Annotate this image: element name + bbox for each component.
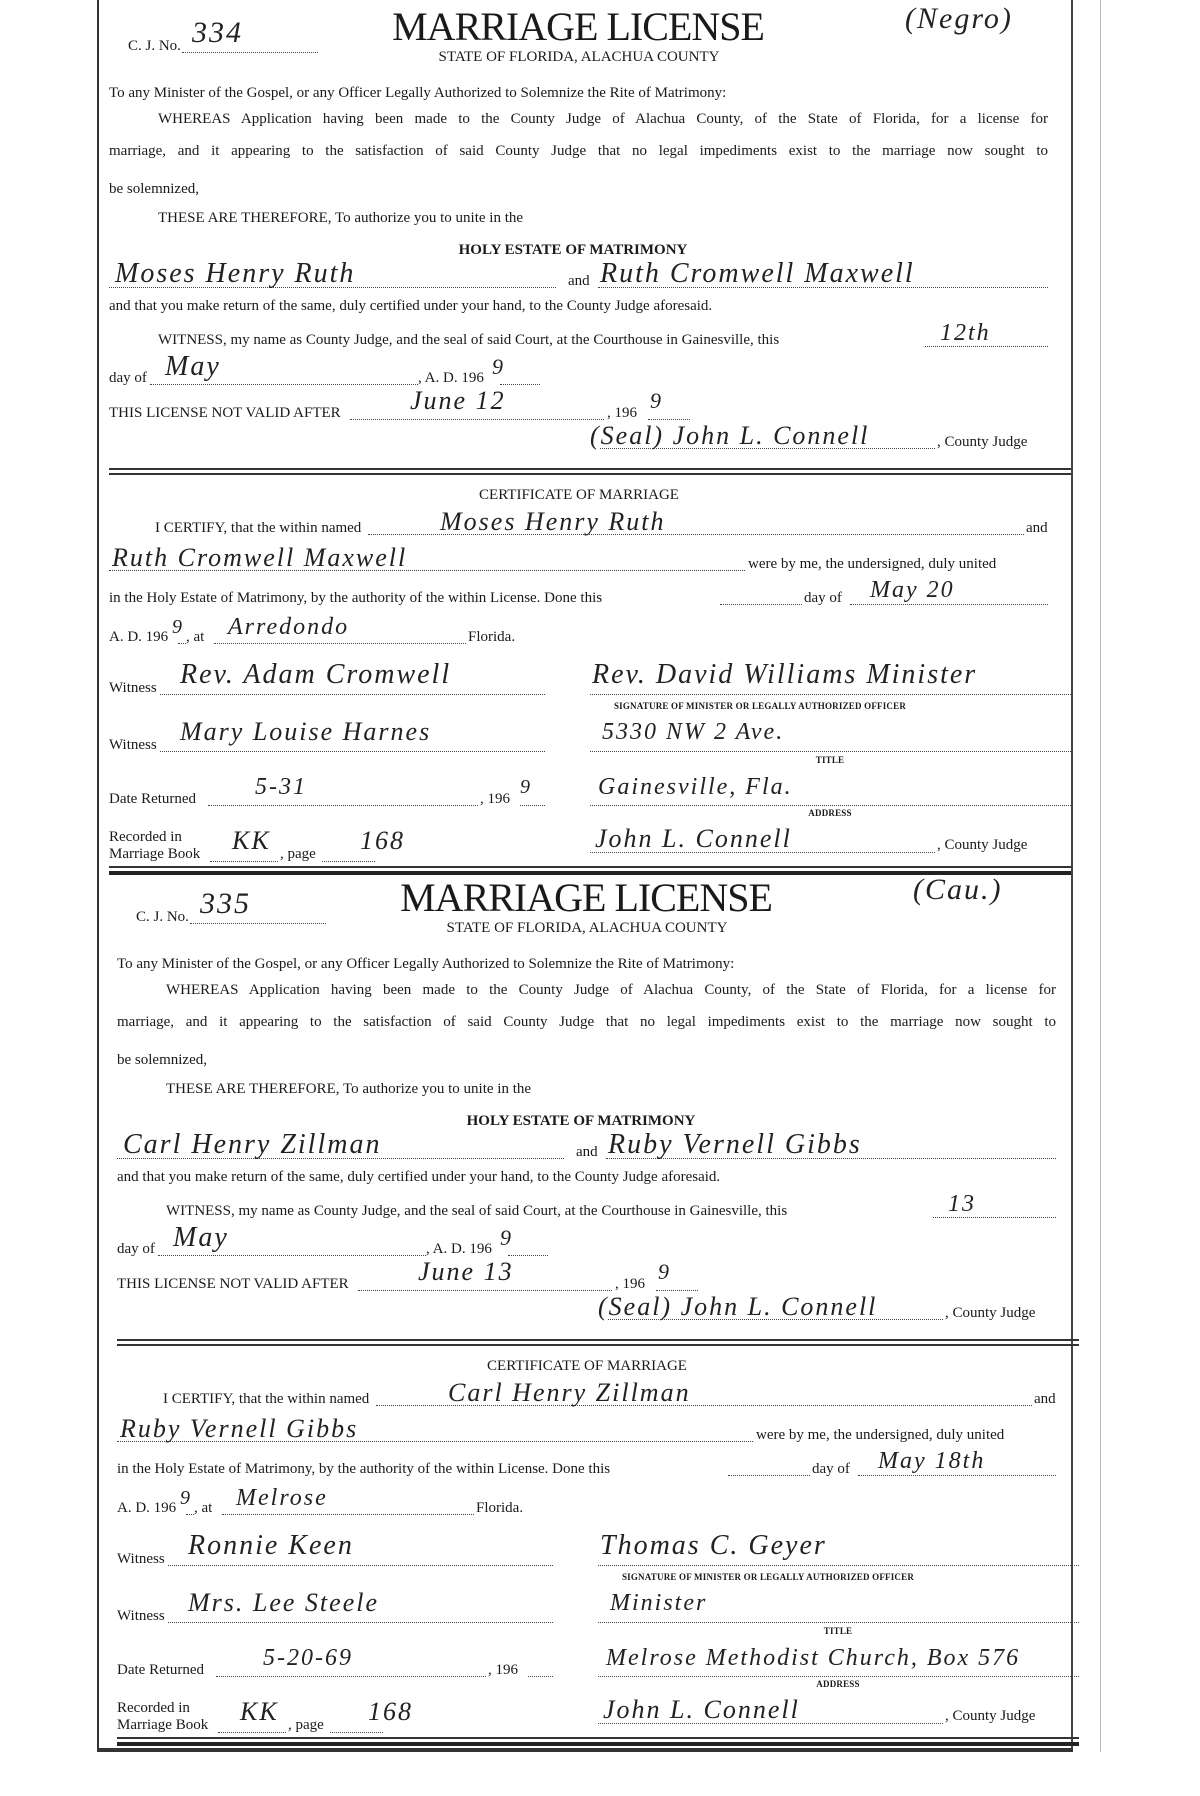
witness-label-2: Witness <box>109 737 157 753</box>
fill-in-line <box>330 1732 383 1733</box>
signature-label: SIGNATURE OF MINISTER OR LEGALLY AUTHORIZED OFFICER <box>613 701 907 711</box>
county-judge-label-cert: , County Judge <box>945 1708 1036 1724</box>
certify-text: I CERTIFY, that the within named <box>163 1391 370 1407</box>
certificate-heading: CERTIFICATE OF MARRIAGE <box>487 1358 687 1374</box>
page-label: , page <box>280 846 316 862</box>
witness-1-name: Rev. Adam Cromwell <box>180 659 452 690</box>
fill-in-line <box>160 751 545 752</box>
bride-name: Ruby Vernell Gibbs <box>608 1129 862 1160</box>
fill-in-line <box>728 1475 810 1476</box>
section-divider <box>117 1339 1079 1341</box>
cert-bride-name: Ruby Vernell Gibbs <box>120 1414 359 1443</box>
section-divider <box>117 1344 1079 1346</box>
issue-day: 12th <box>940 320 991 346</box>
marriage-book-label: Marriage Book <box>109 846 201 862</box>
cj-number: 334 <box>192 16 243 49</box>
recorded-in-label: Recorded in <box>109 829 182 845</box>
and-label: and <box>576 1144 598 1160</box>
therefore-text: THESE ARE THEREFORE, To authorize you to unite in the <box>158 210 524 226</box>
year-label: , 196 <box>607 405 637 421</box>
county-judge-label: , County Judge <box>945 1305 1036 1321</box>
fill-in-line <box>210 861 278 862</box>
fill-in-line <box>590 694 1071 695</box>
minister-title: Minister <box>610 1590 708 1616</box>
issue-month: May <box>165 351 221 382</box>
issue-day: 13 <box>948 1191 976 1217</box>
fill-in-line <box>322 861 375 862</box>
address-label: ADDRESS <box>808 808 852 818</box>
marriage-license-335 <box>8 871 1200 1751</box>
fill-in-line <box>598 1622 1079 1623</box>
fill-in-line <box>182 52 318 53</box>
therefore-text: THESE ARE THEREFORE, To authorize you to unite in the <box>166 1081 532 1097</box>
fill-in-line <box>218 1732 286 1733</box>
fill-in-line <box>500 384 540 385</box>
and-label-cert: and <box>1026 520 1048 536</box>
race-note: (Cau.) <box>913 873 1003 906</box>
judge-signature: (Seal) John L. Connell <box>590 421 870 450</box>
groom-name: Moses Henry Ruth <box>115 258 356 289</box>
at-label: , at <box>194 1500 213 1516</box>
fill-in-line <box>720 604 802 605</box>
section-divider <box>109 473 1071 475</box>
fill-in-line <box>520 805 545 806</box>
fill-in-line <box>590 751 1071 752</box>
florida-label: Florida. <box>476 1500 524 1516</box>
address-line: To any Minister of the Gospel, or any Officer Legally Authorized to Solemnize the Rite of Matrimony: <box>117 956 735 972</box>
whereas-text: WHEREAS Application having been made to the County Judge of Alachua County, of the State of Florida, for a license for <box>166 982 1056 998</box>
witness-label-1: Witness <box>109 680 157 696</box>
year-label-returned: , 196 <box>488 1662 518 1678</box>
judge-signature: (Seal) John L. Connell <box>598 1292 878 1321</box>
year-label-returned: , 196 <box>480 791 510 807</box>
license-title: MARRIAGE LICENSE <box>392 4 764 49</box>
certify-text: I CERTIFY, that the within named <box>155 520 362 536</box>
license-title: MARRIAGE LICENSE <box>400 875 772 920</box>
section-divider <box>109 468 1071 470</box>
ad-label-cert: A. D. 196 <box>117 1500 177 1516</box>
done-year-digit: 9 <box>180 1487 192 1509</box>
marriage-text: marriage, and it appearing to the satisfaction of said County Judge that no legal impediments exist to the marriage now sought to <box>117 1014 1056 1030</box>
marriage-book-label: Marriage Book <box>117 1717 209 1733</box>
cj-label: C. J. No. <box>128 38 181 54</box>
fill-in-line <box>150 384 418 385</box>
state-subtitle: STATE OF FLORIDA, ALACHUA COUNTY <box>438 49 720 65</box>
certificate-heading: CERTIFICATE OF MARRIAGE <box>479 487 679 503</box>
fill-in-line <box>178 643 186 644</box>
day-of-label: day of <box>109 370 147 386</box>
cert-bride-name: Ruth Cromwell Maxwell <box>112 543 408 572</box>
holy-estate-heading: HOLY ESTATE OF MATRIMONY <box>466 1113 696 1129</box>
recording-judge-signature: John L. Connell <box>603 1695 800 1724</box>
signature-label: SIGNATURE OF MINISTER OR LEGALLY AUTHORIZED OFFICER <box>621 1572 915 1582</box>
witness-label-1: Witness <box>117 1551 165 1567</box>
section-end-divider <box>117 1742 1079 1746</box>
done-date: May 18th <box>878 1448 986 1474</box>
return-text: and that you make return of the same, duly certified under your hand, to the County Judge aforesaid. <box>117 1169 721 1185</box>
marriage-place: Arredondo <box>228 614 350 640</box>
marriage-license-334 <box>0 0 1200 880</box>
ad-label: , A. D. 196 <box>426 1241 492 1257</box>
holy-estate-text: in the Holy Estate of Matrimony, by the authority of the within License. Done this <box>117 1461 611 1477</box>
county-judge-label-cert: , County Judge <box>937 837 1028 853</box>
witness-2-name: Mary Louise Harnes <box>180 717 432 746</box>
valid-year-digit: 9 <box>658 1259 671 1284</box>
whereas-text: WHEREAS Application having been made to the County Judge of Alachua County, of the State of Florida, for a license for <box>158 111 1048 127</box>
address-line: To any Minister of the Gospel, or any Officer Legally Authorized to Solemnize the Rite of Matrimony: <box>109 85 727 101</box>
not-valid-label: THIS LICENSE NOT VALID AFTER <box>117 1276 349 1292</box>
fill-in-line <box>598 1565 1079 1566</box>
valid-until-date: June 12 <box>410 386 506 415</box>
officiant-address: Gainesville, Fla. <box>598 774 793 800</box>
and-label: and <box>568 273 590 289</box>
witness-judge-text: WITNESS, my name as County Judge, and the seal of said Court, at the Courthouse in Gainesville, this <box>158 332 780 348</box>
and-label-cert: and <box>1034 1391 1056 1407</box>
fill-in-line <box>208 805 478 806</box>
witness-label-2: Witness <box>117 1608 165 1624</box>
minister-title: 5330 NW 2 Ave. <box>602 719 785 745</box>
minister-signature: Rev. David Williams Minister <box>592 659 978 690</box>
section-end-divider <box>117 1737 1079 1739</box>
valid-until-date: June 13 <box>418 1257 514 1286</box>
solemnized-text: be solemnized, <box>117 1052 207 1068</box>
holy-estate-text: in the Holy Estate of Matrimony, by the authority of the within License. Done this <box>109 590 603 606</box>
minister-signature: Thomas C. Geyer <box>600 1530 827 1561</box>
fill-in-line <box>648 419 690 420</box>
done-date: May 20 <box>870 577 955 603</box>
section-end-divider <box>109 866 1071 868</box>
county-judge-label: , County Judge <box>937 434 1028 450</box>
date-returned-label: Date Returned <box>117 1662 205 1678</box>
solemnized-text: be solemnized, <box>109 181 199 197</box>
valid-year-digit: 9 <box>650 388 663 413</box>
united-text: were by me, the undersigned, duly united <box>756 1427 1005 1443</box>
fill-in-line <box>186 1514 194 1515</box>
day-of-label-cert: day of <box>812 1461 850 1477</box>
fill-in-line <box>190 923 326 924</box>
issue-month: May <box>173 1222 229 1253</box>
recording-judge-signature: John L. Connell <box>595 824 792 853</box>
fill-in-line <box>168 1622 553 1623</box>
witness-1-name: Ronnie Keen <box>188 1530 354 1561</box>
day-of-label: day of <box>117 1241 155 1257</box>
fill-in-line <box>350 419 604 420</box>
recorded-in-label: Recorded in <box>117 1700 190 1716</box>
race-note: (Negro) <box>905 2 1013 35</box>
marriage-book-value: KK <box>232 826 271 855</box>
year-label: , 196 <box>615 1276 645 1292</box>
marriage-book-value: KK <box>240 1697 279 1726</box>
page-value: 168 <box>360 826 405 855</box>
cert-groom-name: Carl Henry Zillman <box>448 1378 691 1407</box>
page-label: , page <box>288 1717 324 1733</box>
date-returned-value: 5-20-69 <box>263 1645 353 1671</box>
fill-in-line <box>656 1290 698 1291</box>
witness-judge-text: WITNESS, my name as County Judge, and the seal of said Court, at the Courthouse in Gainesville, this <box>166 1203 788 1219</box>
fill-in-line <box>214 643 466 644</box>
page-value: 168 <box>368 1697 413 1726</box>
fill-in-line <box>590 805 1071 806</box>
date-returned-year-digit: 9 <box>520 776 532 798</box>
not-valid-label: THIS LICENSE NOT VALID AFTER <box>109 405 341 421</box>
united-text: were by me, the undersigned, duly united <box>748 556 997 572</box>
cert-groom-name: Moses Henry Ruth <box>440 507 666 536</box>
return-text: and that you make return of the same, duly certified under your hand, to the County Judge aforesaid. <box>109 298 713 314</box>
fill-in-line <box>216 1676 486 1677</box>
fill-in-line <box>222 1514 474 1515</box>
marriage-text: marriage, and it appearing to the satisfaction of said County Judge that no legal impediments exist to the marriage now sought to <box>109 143 1048 159</box>
address-label: ADDRESS <box>816 1679 860 1689</box>
bride-name: Ruth Cromwell Maxwell <box>600 258 915 289</box>
fill-in-line <box>528 1676 553 1677</box>
marriage-place: Melrose <box>236 1485 328 1511</box>
florida-label: Florida. <box>468 629 516 645</box>
witness-2-name: Mrs. Lee Steele <box>188 1588 380 1617</box>
ad-label: , A. D. 196 <box>418 370 484 386</box>
at-label: , at <box>186 629 205 645</box>
state-subtitle: STATE OF FLORIDA, ALACHUA COUNTY <box>446 920 728 936</box>
issue-year-digit: 9 <box>500 1225 513 1250</box>
ad-label-cert: A. D. 196 <box>109 629 169 645</box>
done-year-digit: 9 <box>172 616 184 638</box>
fill-in-line <box>168 1565 553 1566</box>
date-returned-label: Date Returned <box>109 791 197 807</box>
fill-in-line <box>358 1290 612 1291</box>
groom-name: Carl Henry Zillman <box>123 1129 382 1160</box>
fill-in-line <box>508 1255 548 1256</box>
holy-estate-heading: HOLY ESTATE OF MATRIMONY <box>458 242 688 258</box>
cj-label: C. J. No. <box>136 909 189 925</box>
title-label: TITLE <box>823 1626 853 1636</box>
fill-in-line <box>598 1676 1079 1677</box>
issue-year-digit: 9 <box>492 354 505 379</box>
date-returned-value: 5-31 <box>255 774 307 800</box>
day-of-label-cert: day of <box>804 590 842 606</box>
fill-in-line <box>160 694 545 695</box>
officiant-address: Melrose Methodist Church, Box 576 <box>606 1645 1021 1671</box>
fill-in-line <box>158 1255 426 1256</box>
title-label: TITLE <box>815 755 845 765</box>
cj-number: 335 <box>200 887 251 920</box>
